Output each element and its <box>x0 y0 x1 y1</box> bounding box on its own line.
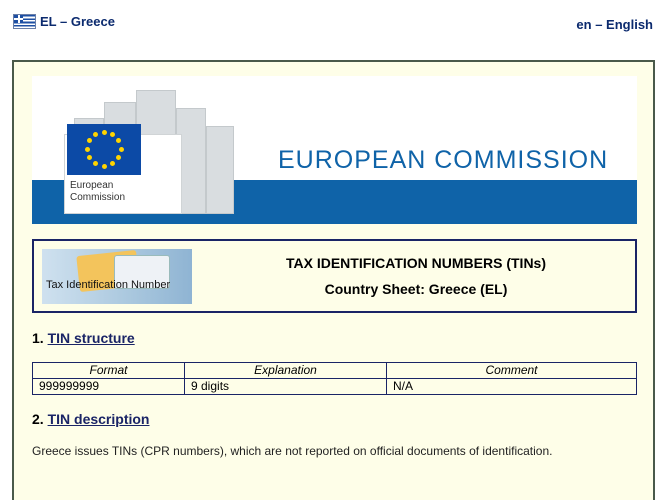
eu-star-icon <box>87 138 92 143</box>
target-language-link[interactable]: en – English <box>576 17 653 32</box>
eu-star-icon <box>116 155 121 160</box>
table-header: Format <box>33 363 185 379</box>
tin-structure-table <box>32 362 637 395</box>
tin-description-text: Greece issues TINs (CPR numbers), which are not reported on official documents of identification. <box>32 444 553 458</box>
sheet-title: TAX IDENTIFICATION NUMBERS (TINs) <box>285 255 547 271</box>
sheet-header <box>32 239 637 313</box>
eu-star-icon <box>116 138 121 143</box>
table-header: Comment <box>387 363 637 379</box>
eu-star-icon <box>102 130 107 135</box>
greek-flag-icon <box>13 14 36 29</box>
table-cell: 999999999 <box>33 379 185 395</box>
source-language-label[interactable]: EL – Greece <box>40 14 115 29</box>
eu-star-icon <box>93 132 98 137</box>
eu-star-icon <box>119 147 124 152</box>
eu-flag-icon <box>67 124 141 175</box>
table-row <box>33 379 637 395</box>
tin-image-label: Tax Identification Number <box>46 279 171 291</box>
section-1-link[interactable]: TIN structure <box>47 330 135 346</box>
section-2-link[interactable]: TIN description <box>47 411 150 427</box>
source-language-link[interactable] <box>13 14 115 29</box>
table-header: Explanation <box>185 363 387 379</box>
section-1-heading: 1. TIN structure <box>32 330 135 346</box>
ec-banner <box>32 76 637 224</box>
document-frame <box>12 60 655 500</box>
sheet-subtitle: Country Sheet: Greece (EL) <box>324 281 508 297</box>
top-language-bar <box>0 0 669 48</box>
eu-star-icon <box>110 161 115 166</box>
eu-star-icon <box>110 132 115 137</box>
tin-image <box>42 249 192 304</box>
eu-star-icon <box>85 147 90 152</box>
table-cell: 9 digits <box>185 379 387 395</box>
eu-star-icon <box>87 155 92 160</box>
banner-title: EUROPEAN COMMISSION <box>278 146 609 174</box>
section-2-heading: 2. TIN description <box>32 411 150 427</box>
eu-star-icon <box>102 164 107 169</box>
ec-logo-text: European Commission <box>70 180 126 203</box>
eu-star-icon <box>93 161 98 166</box>
table-cell: N/A <box>387 379 637 395</box>
